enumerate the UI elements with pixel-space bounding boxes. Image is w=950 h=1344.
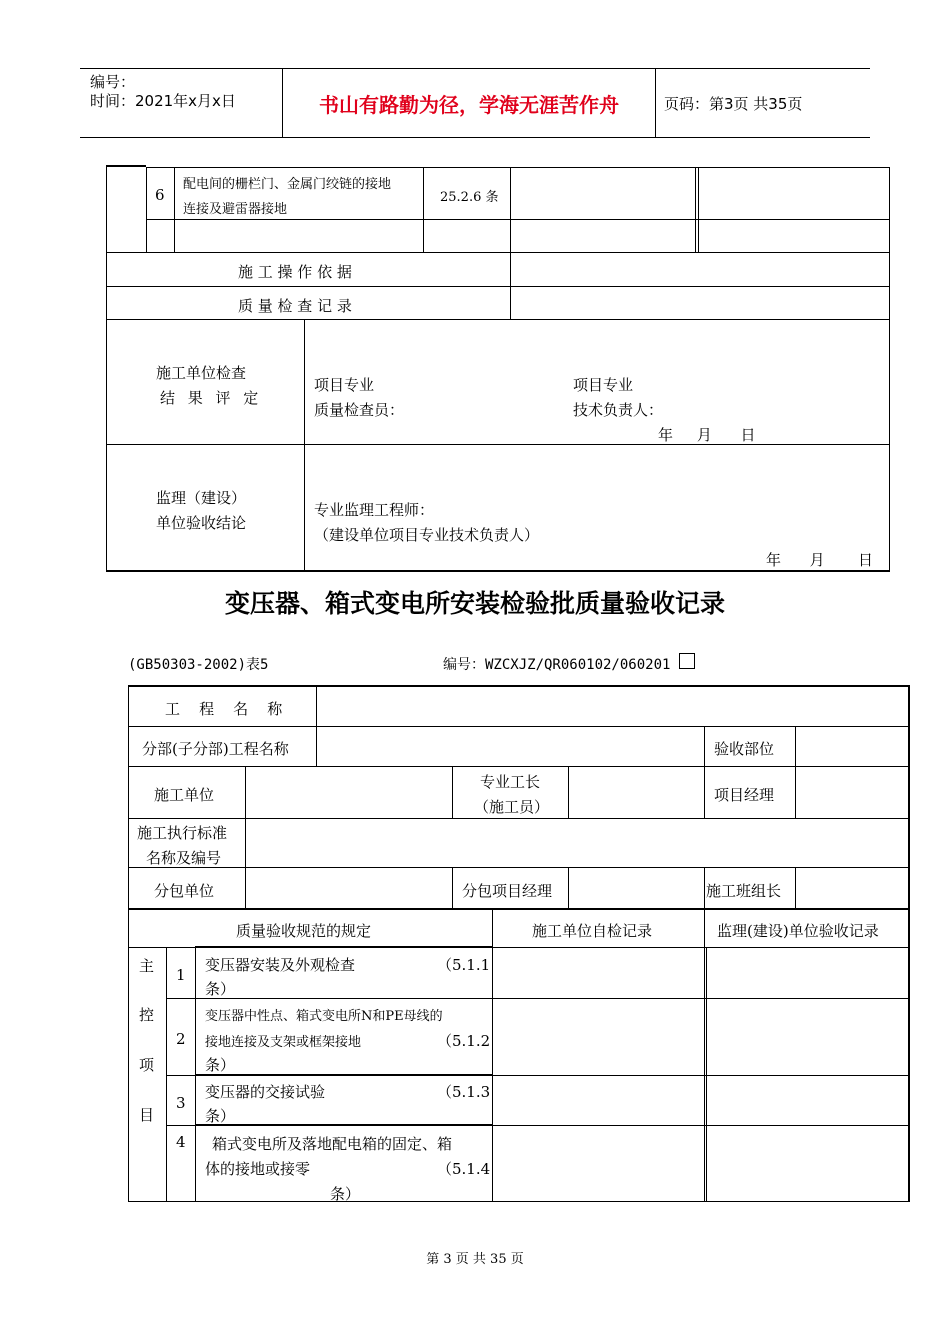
item-4-text-1: 体的接地或接零 — [205, 1160, 311, 1178]
item-2-suffix: 条） — [205, 1056, 236, 1074]
engineer-label-2: （建设单位项目专业技术负责人） — [314, 526, 540, 544]
item-2-clause: （5.1.2 — [437, 1032, 491, 1050]
item-2-text-0: 变压器中性点、箱式变电所N和PE母线的 — [205, 1009, 443, 1024]
form-number: 编号：WZCXJZ/QR060102/060201 — [443, 657, 671, 673]
record-label: 质 量 检 查 记 录 — [238, 297, 352, 315]
time-label: 时间：2021年x月x日 — [90, 92, 236, 110]
item-3-clause: （5.1.3 — [437, 1083, 491, 1101]
main-control-char-4: 目 — [139, 1106, 155, 1124]
item-1-text: 变压器安装及外观检查 — [205, 956, 356, 974]
foreman-label-1: 专业工长 — [480, 773, 541, 791]
tech-label-1: 项目专业 — [573, 376, 634, 394]
team-leader-label: 施工班组长 — [706, 882, 782, 900]
qc-label-2: 质量检查员： — [314, 401, 405, 419]
item-3-suffix: 条） — [205, 1107, 236, 1125]
motto: 书山有路勤为径，学海无涯苦作舟 — [282, 69, 656, 137]
supervision-label-1: 监理（建设） — [156, 489, 247, 507]
code-label: 编号： — [90, 73, 136, 91]
contractor-eval-2: 结 果 评 定 — [160, 389, 263, 407]
item-4-clause: （5.1.4 — [437, 1160, 491, 1178]
basis-label: 施 工 操 作 依 据 — [238, 263, 352, 281]
contractor-label: 施工单位 — [154, 786, 215, 804]
main-control-char-2: 控 — [139, 1006, 155, 1024]
tech-label-2: 技术负责人： — [573, 401, 664, 419]
item-4-suffix: 条） — [330, 1185, 361, 1203]
page-header — [80, 68, 870, 138]
sub-pm-label: 分包项目经理 — [462, 882, 553, 900]
engineer-label-1: 专业监理工程师： — [314, 501, 435, 519]
foreman-label-2: （施工员） — [474, 798, 550, 816]
item-2-number: 2 — [176, 1030, 186, 1048]
date-line-2: 年 月 日 — [766, 551, 873, 569]
item-4-number: 4 — [176, 1133, 186, 1151]
supervision-label-2: 单位验收结论 — [156, 514, 247, 532]
item-1-suffix: 条） — [205, 980, 236, 998]
supervision-header: 监理(建设)单位验收记录 — [717, 922, 879, 940]
checkbox-icon[interactable] — [679, 653, 695, 669]
page-info: 页码：第3页 共35页 — [664, 95, 803, 113]
form-title: 变压器、箱式变电所安装检验批质量验收记录 — [224, 589, 725, 618]
standard-ref: (GB50303-2002)表5 — [128, 657, 269, 673]
qc-label-1: 项目专业 — [314, 376, 375, 394]
subcontractor-label: 分包单位 — [154, 882, 215, 900]
date-line-1: 年 月 日 — [658, 426, 756, 444]
item-1-number: 1 — [176, 966, 186, 984]
project-manager-label: 项目经理 — [714, 786, 775, 804]
project-name-label: 工 程 名 称 — [165, 700, 283, 718]
item-1-clause: （5.1.1 — [437, 956, 491, 974]
header-left — [90, 73, 236, 111]
main-control-char-1: 主 — [139, 957, 155, 975]
item-4-text-0: 箱式变电所及落地配电箱的固定、箱 — [212, 1135, 453, 1153]
item-3-number: 3 — [176, 1094, 186, 1112]
contractor-eval-1: 施工单位检查 — [156, 364, 247, 382]
item-2-text-1: 接地连接及支架或框架接地 — [205, 1035, 362, 1050]
row-6-number: 6 — [155, 186, 165, 204]
spec-header: 质量验收规范的规定 — [236, 922, 372, 940]
page-footer: 第 3 页 共 35 页 — [426, 1252, 524, 1267]
standard-label-1: 施工执行标准 — [137, 824, 228, 842]
self-check-header: 施工单位自检记录 — [532, 922, 653, 940]
row-6-text-2: 连接及避雷器接地 — [183, 202, 288, 217]
row-6-text-1: 配电间的栅栏门、金属门绞链的接地 — [183, 177, 392, 192]
standard-label-2: 名称及编号 — [146, 849, 222, 867]
row-6-clause: 25.2.6 条 — [440, 190, 499, 205]
main-control-char-3: 项 — [139, 1056, 155, 1074]
sub-project-label: 分部(子分部)工程名称 — [142, 740, 289, 758]
acceptance-part-label: 验收部位 — [714, 740, 775, 758]
item-3-text: 变压器的交接试验 — [205, 1083, 326, 1101]
